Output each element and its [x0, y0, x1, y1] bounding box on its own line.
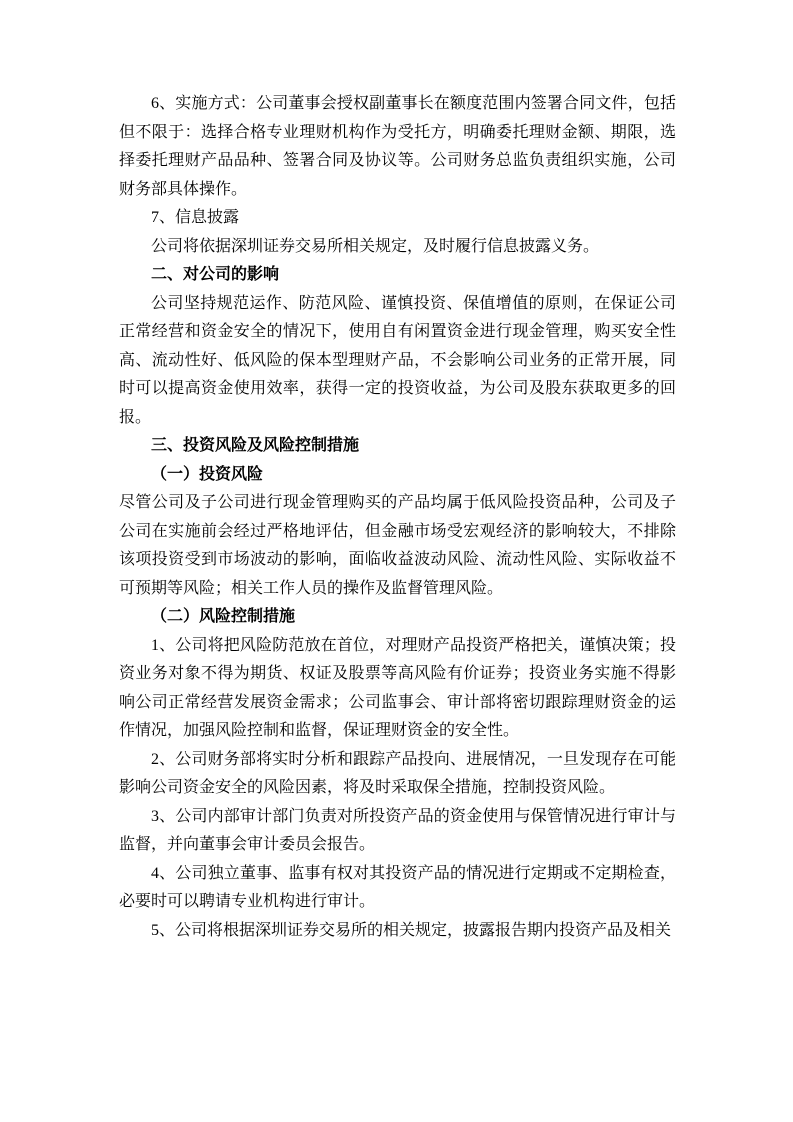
paragraph-company-impact-body: 公司坚持规范运作、防范风险、谨慎投资、保值增值的原则，在保证公司正常经营和资金安全的情况下，使用自有闲置资金进行现金管理，购买安全性高、流动性好、低风险的保本型理财产品，不会影响公司业务的正常开展，同时可以提高资金使用效率，获得一定的投资收益，为公司及股东获取更多的回报。: [119, 294, 676, 426]
subsection-heading-investment-risk: （一）投资风险: [151, 465, 264, 483]
paragraph-risk-control-measure-2: 2、公司财务部将实时分析和跟踪产品投向、进展情况，一旦发现存在可能影响公司资金安全的风险因素，将及时采取保全措施，控制投资风险。: [119, 750, 676, 796]
paragraph-implementation-method: 6、实施方式：公司董事会授权副董事长在额度范围内签署合同文件，包括但不限于：选择合格专业理财机构作为受托方，明确委托理财金额、期限，选择委托理财产品品种、签署合同及协议等。公司财务总监负责组织实施，公司财务部具体操作。: [119, 95, 676, 198]
subsection-heading-risk-control-measures: （二）风险控制措施: [151, 608, 296, 625]
section-heading-investment-risk-and-control: 三、投资风险及风险控制措施: [151, 437, 360, 454]
section-heading-company-impact: 二、对公司的影响: [151, 266, 280, 283]
paragraph-risk-control-measure-4: 4、公司独立董事、监事有权对其投资产品的情况进行定期或不定期检查，必要时可以聘请专业机构进行审计。: [119, 864, 676, 910]
paragraph-info-disclosure-title: 7、信息披露: [151, 209, 240, 226]
paragraph-investment-risk-body: 尽管公司及子公司进行现金管理购买的产品均属于低风险投资品种，公司及子公司在实施前会经过严格地评估，但金融市场受宏观经济的影响较大，不排除该项投资受到市场波动的影响，面临收益波动风险、流动性风险、实际收益不可预期等风险；相关工作人员的操作及监督管理风险。: [119, 494, 676, 597]
paragraph-risk-control-measure-3: 3、公司内部审计部门负责对所投资产品的资金使用与保管情况进行审计与监督，并向董事会审计委员会报告。: [119, 807, 676, 853]
paragraph-info-disclosure-body: 公司将依据深圳证券交易所相关规定，及时履行信息披露义务。: [151, 237, 600, 255]
paragraph-risk-control-measure-5: 5、公司将根据深圳证券交易所的相关规定，披露报告期内投资产品及相关: [151, 921, 672, 939]
paragraph-risk-control-measure-1: 1、公司将把风险防范放在首位，对理财产品投资严格把关，谨慎决策；投资业务对象不得为期货、权证及股票等高风险有价证券；投资业务实施不得影响公司正常经营发展资金需求；公司监事会、审计部将密切跟踪理财资金的运作情况，加强风险控制和监督，保证理财资金的安全性。: [119, 636, 676, 739]
